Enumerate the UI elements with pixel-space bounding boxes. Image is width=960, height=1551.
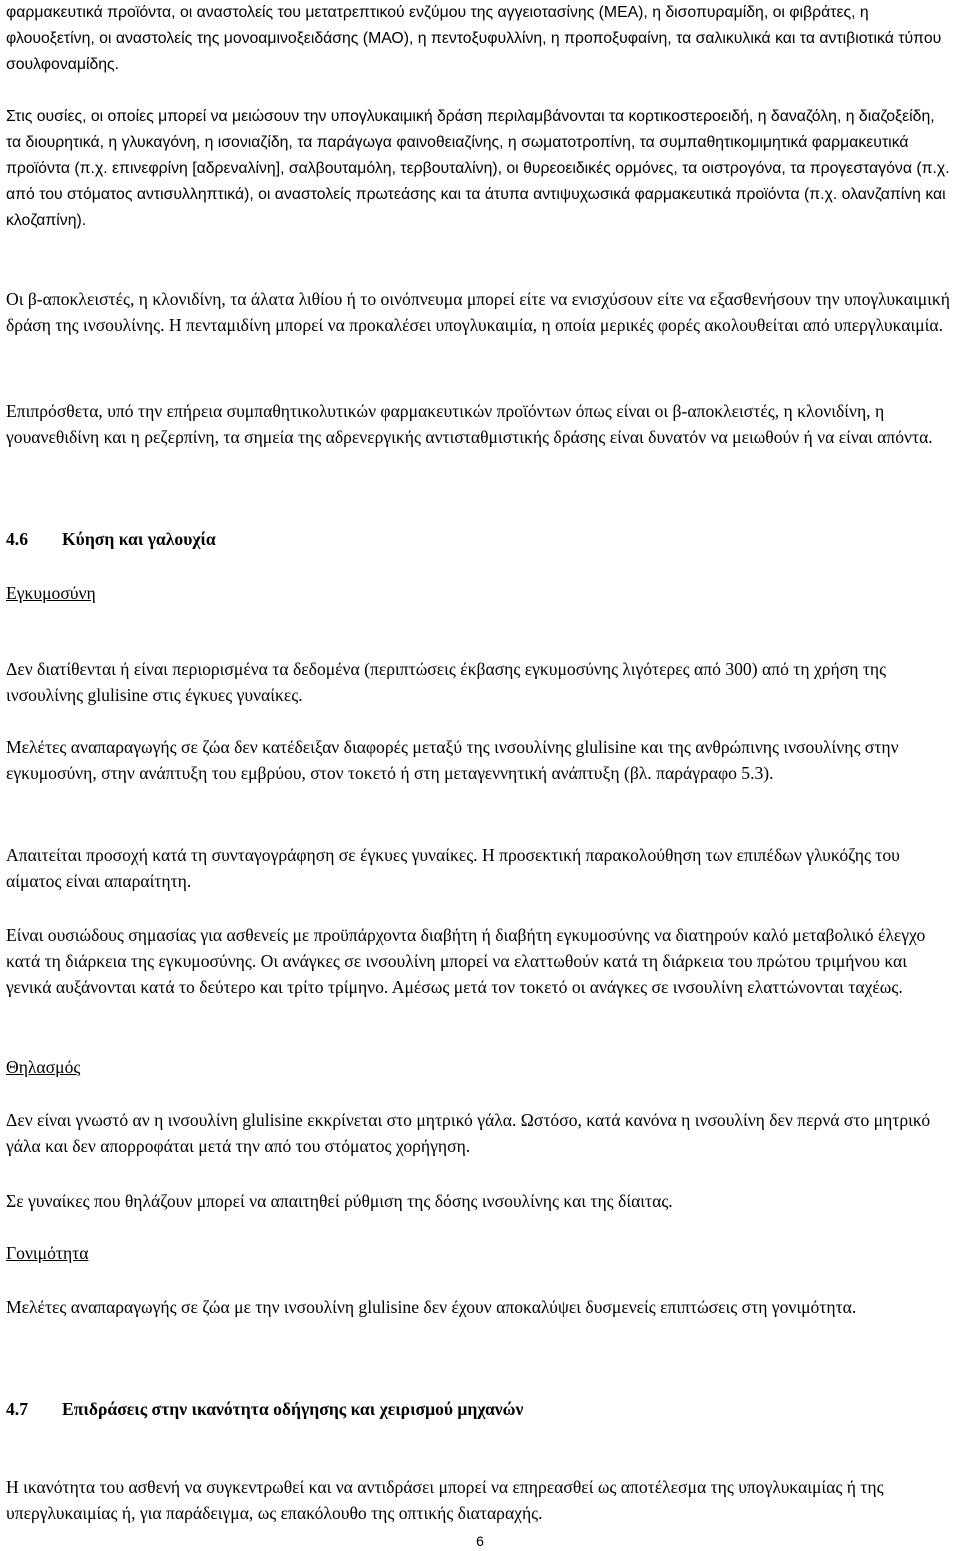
paragraph-interactions-decrease: Στις ουσίες, οι οποίες μπορεί να μειώσουν την υπογλυκαιμική δράση περιλαμβάνονται τα κορτικοστεροειδή, η δαναζόλη, η διαζοξείδη, τα διουρητικά, η γλυκαγόνη, η ισονιαζίδη, τα παράγωγα φαινοθειαζίνης, η σωματοτροπίνη, τα συμπαθητικομιμητικά φαρμακευτικά προϊόντα (π.χ. επινεφρίνη [αδρεναλίνη], σαλβουταμόλη, τερβουταλίνη), οι θυρεοειδικές ορμόνες, τα οιστρογόνα, τα προγεσταγόνα (π.χ. από του στόματος αντισυλληπτικά), οι αναστολείς πρωτεάσης και τα άτυπα αντιψυχωσικά φαρμακευτικά προϊόντα (π.χ. ολανζαπίνη και κλοζαπίνη). bbox=[6, 108, 950, 229]
subheading-fertility: Γονιμότητα bbox=[6, 1243, 89, 1263]
paragraph-pregnancy-data: Δεν διατίθενται ή είναι περιορισμένα τα δεδομένα (περιπτώσεις έκβασης εγκυμοσύνης λιγότερες από 300) από τη χρήση της ινσουλίνης glulisine στις έγκυες γυναίκες. bbox=[6, 659, 887, 705]
paragraph-sympatholytic: Επιπρόσθετα, υπό την επήρεια συμπαθητικολυτικών φαρμακευτικών προϊόντων όπως είναι οι β-αποκλειστές, η κλονιδίνη, η γουανεθιδίνη και η ρεζερπίνη, τα σημεία της αδρενεργικής αντισταθμιστικής δράσης είναι δυνατόν να μειωθούν ή να είναι απόντα. bbox=[6, 401, 933, 447]
section-number: 4.6 bbox=[6, 529, 28, 549]
section-number: 4.7 bbox=[6, 1399, 28, 1419]
section-title: Επιδράσεις στην ικανότητα οδήγησης και χειρισμού μηχανών bbox=[62, 1399, 524, 1419]
paragraph-driving-ability: Η ικανότητα του ασθενή να συγκεντρωθεί και να αντιδράσει μπορεί να επηρεασθεί ως αποτέλεσμα της υπογλυκαιμίας ή της υπεργλυκαιμίας ή, για παράδειγμα, ως επακόλουθο της οπτικής διαταραχής. bbox=[6, 1477, 884, 1523]
subheading-pregnancy: Εγκυμοσύνη bbox=[6, 583, 96, 603]
paragraph-caution: Απαιτείται προσοχή κατά τη συνταγογράφηση σε έγκυες γυναίκες. Η προσεκτική παρακολούθηση των επιπέδων γλυκόζης του αίματος είναι απαραίτητη. bbox=[6, 845, 900, 891]
paragraph-metabolic-control: Είναι ουσιώδους σημασίας για ασθενείς με προϋπάρχοντα διαβήτη ή διαβήτη εγκυμοσύνης να διατηρούν καλό μεταβολικό έλεγχο κατά τη διάρκεια της εγκυμοσύνης. Οι ανάγκες σε ινσουλίνη μπορεί να ελαττωθούν κατά τη διάρκεια του πρώτου τριμήνου και γενικά αυξάνονται κατά το δεύτερο και τρίτο τρίμηνο. Αμέσως μετά τον τοκετό οι ανάγκες σε ινσουλίνη ελαττώνονται ταχέως. bbox=[6, 925, 926, 997]
paragraph-fertility: Μελέτες αναπαραγωγής σε ζώα με την ινσουλίνη glulisine δεν έχουν αποκαλύψει δυσμενείς επιπτώσεις στη γονιμότητα. bbox=[6, 1297, 857, 1317]
paragraph-breastfeeding-dose: Σε γυναίκες που θηλάζουν μπορεί να απαιτηθεί ρύθμιση της δόσης ινσουλίνης και της δίαιτας. bbox=[6, 1191, 673, 1211]
paragraph-beta-blockers: Οι β-αποκλειστές, η κλονιδίνη, τα άλατα λιθίου ή το οινόπνευμα μπορεί είτε να ενισχύσουν είτε να εξασθενήσουν την υπογλυκαιμική δράση της ινσουλίνης. Η πενταμιδίνη μπορεί να προκαλέσει υπογλυκαιμία, η οποία μερικές φορές ακολουθείται από υπεργλυκαιμία. bbox=[6, 289, 950, 335]
section-title: Κύηση και γαλουχία bbox=[62, 529, 216, 549]
paragraph-animal-studies: Μελέτες αναπαραγωγής σε ζώα δεν κατέδειξαν διαφορές μεταξύ της ινσουλίνης glulisine και της ανθρώπινης ινσουλίνης στην εγκυμοσύνη, στην ανάπτυξη του εμβρύου, στον τοκετό ή στη μεταγεννητική ανάπτυξη (βλ. παράγραφο 5.3). bbox=[6, 737, 899, 783]
subheading-lactation: Θηλασμός bbox=[6, 1057, 81, 1077]
section-heading-4-7 bbox=[6, 1396, 954, 1422]
page-number: 6 bbox=[476, 1533, 484, 1549]
section-heading-4-6 bbox=[6, 526, 954, 552]
paragraph-breast-milk: Δεν είναι γνωστό αν η ινσουλίνη glulisine εκκρίνεται στο μητρικό γάλα. Ωστόσο, κατά κανόνα η ινσουλίνη δεν περνά στο μητρικό γάλα και δεν απορροφάται μετά την από του στόματος χορήγηση. bbox=[6, 1110, 931, 1156]
paragraph-interactions-increase: φαρμακευτικά προϊόντα, οι αναστολείς του μετατρεπτικού ενζύμου της αγγειοτασίνης (ΜΕΑ), η δισοπυραμίδη, οι φιβράτες, η φλουοξετίνη, οι αναστολείς της μονοαμινοξειδάσης (ΜΑΟ), η πεντοξυφυλλίνη, η προποξυφαίνη, τα σαλικυλικά και τα αντιβιοτικά τύπου σουλφοναμίδης. bbox=[6, 4, 942, 73]
